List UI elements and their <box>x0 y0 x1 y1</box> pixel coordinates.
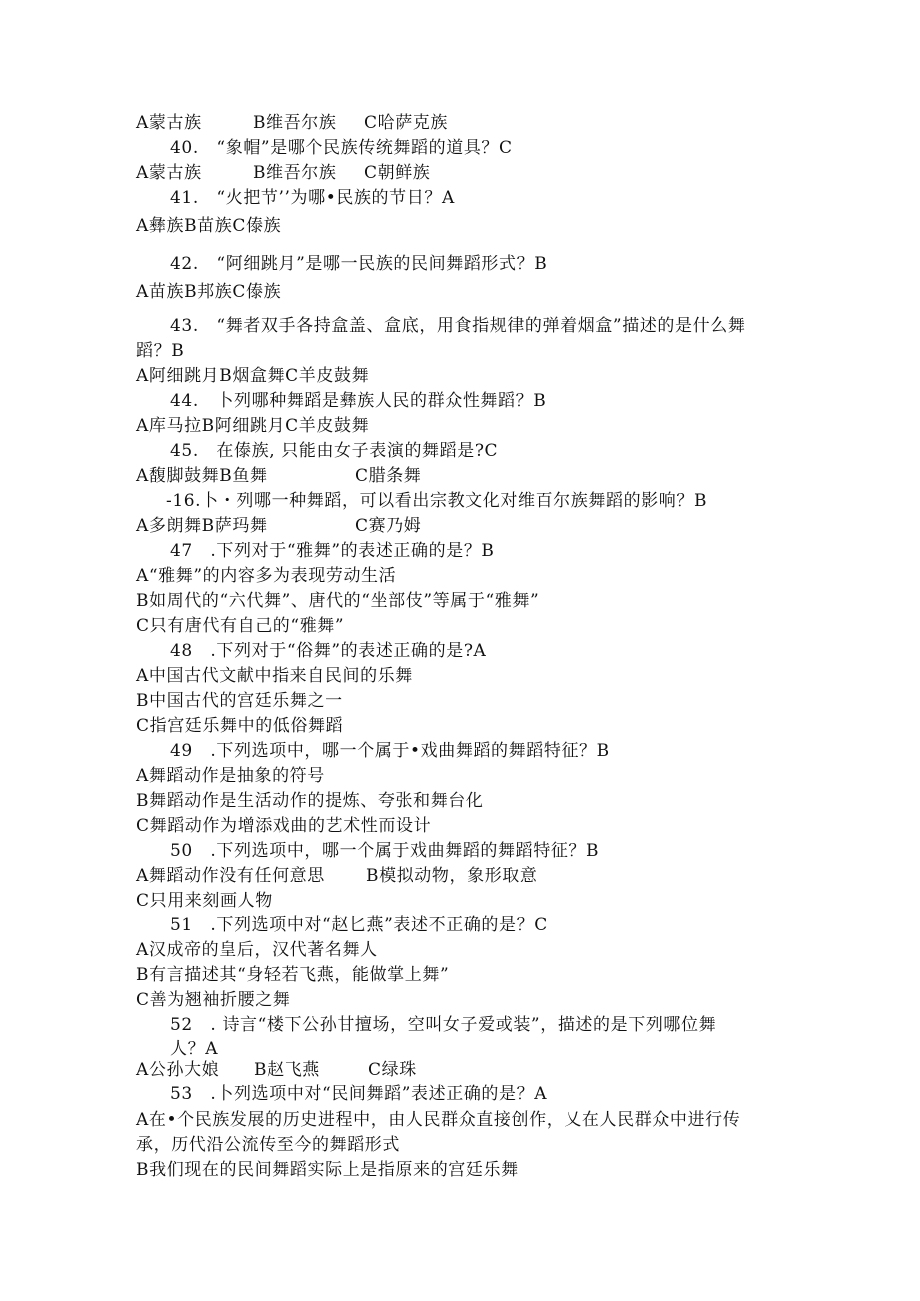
option-text: A彝族B苗族C傣族 <box>136 216 282 236</box>
question-text: 51 .下列选项中对“赵匕燕”表述不正确的是？C <box>170 915 548 935</box>
option-text: C指宫廷乐舞中的低俗舞蹈 <box>136 716 344 736</box>
question-text: 47 .下列对于“雅舞”的表述正确的是？B <box>170 541 495 561</box>
continuation-text: 人？A <box>170 1039 219 1059</box>
option-text: A馥脚鼓舞B鱼舞 <box>136 466 268 486</box>
option-text: A“雅舞”的内容多为表现劳动生活 <box>136 566 397 586</box>
option-text: A公孙大娘 <box>136 1060 220 1080</box>
option-text: B中国古代的宫廷乐舞之一 <box>136 691 343 711</box>
option-text: C腊条舞 <box>355 466 422 486</box>
option-text: A舞蹈动作没有任何意思 <box>136 866 325 886</box>
question-text: 44. 卜列哪种舞蹈是彝族人民的群众性舞蹈？B <box>170 391 547 411</box>
option-text: C绿珠 <box>368 1060 417 1080</box>
option-text: B维吾尔族 <box>253 163 337 183</box>
question-text: 53 .卜列选项中对“民间舞蹈”表述正确的是？A <box>170 1084 548 1104</box>
question-text: 49 .下列选项中，哪一个属于•戏曲舞蹈的舞蹈特征？B <box>170 741 610 761</box>
option-text: A在•个民族发展的历史进程中，由人民群众直接创作，乂在人民群众中进行传 <box>136 1110 741 1130</box>
option-text: C哈萨克族 <box>364 113 449 133</box>
option-text: A阿细跳月B烟盒舞C羊皮鼓舞 <box>136 366 370 386</box>
question-text: 45. 在傣族, 只能由女子表演的舞蹈是?C <box>170 441 499 461</box>
option-text: A汉成帝的皇后，汉代著名舞人 <box>136 940 378 960</box>
option-text: A蒙古族 <box>136 113 202 133</box>
continuation-text: 蹈？B <box>136 341 185 361</box>
option-text: B我们现在的民间舞蹈实际上是指原来的宫廷乐舞 <box>136 1160 519 1180</box>
option-text: C只用来刻画人物 <box>136 891 273 911</box>
option-text: A蒙古族 <box>136 163 202 183</box>
option-text: C善为翘袖折腰之舞 <box>136 990 291 1010</box>
option-text: A中国古代文献中指来自民间的乐舞 <box>136 666 413 686</box>
question-text: 42. “阿细跳月”是哪一民族的民间舞蹈形式？B <box>170 254 548 274</box>
option-text: A苗族B邦族C傣族 <box>136 282 282 302</box>
option-text: B维吾尔族 <box>253 113 337 133</box>
question-text: 41. “火把节’’为哪•民族的节日？A <box>170 188 455 208</box>
option-text: A库马拉B阿细跳月C羊皮鼓舞 <box>136 416 370 436</box>
option-text: C赛乃姆 <box>355 516 422 536</box>
option-text: A舞蹈动作是抽象的符号 <box>136 766 325 786</box>
option-text: B有言描述其“身轻若飞燕，能做掌上舞” <box>136 965 450 985</box>
option-text: B赵飞燕 <box>254 1060 320 1080</box>
option-text: A多朗舞B萨玛舞 <box>136 516 268 536</box>
question-text: 52 . 诗言“楼下公孙甘擅场，空叫女子爱或装”，描述的是下列哪位舞 <box>170 1015 717 1035</box>
option-text: C只有唐代有自己的“雅舞” <box>136 616 345 636</box>
option-text: B舞蹈动作是生活动作的提炼、夸张和舞台化 <box>136 791 484 811</box>
question-text: -16.卜・列哪一种舞蹈，可以看出宗教文化对维百尔族舞蹈的影响？B <box>166 491 708 511</box>
option-text: C舞蹈动作为增添戏曲的艺术性而设计 <box>136 816 432 836</box>
question-text: 40. “象帽”是哪个民族传统舞蹈的道具？C <box>170 138 513 158</box>
question-text: 43. “舞者双手各持盒盖、盒底，用食指规律的弹着烟盒”描述的是什么舞 <box>170 316 746 336</box>
option-text: B如周代的“六代舞”、唐代的“坐部伎”等属于“雅舞” <box>136 591 540 611</box>
option-text: C朝鲜族 <box>364 163 431 183</box>
continuation-text: 承，历代沿公流传至今的舞蹈形式 <box>136 1135 400 1155</box>
option-text: B模拟动物，象形取意 <box>366 866 538 886</box>
question-text: 50 .下列选项中，哪一个属于戏曲舞蹈的舞蹈特征？B <box>170 841 600 861</box>
question-text: 48 .下列对于“俗舞”的表述正确的是?A <box>170 641 487 661</box>
